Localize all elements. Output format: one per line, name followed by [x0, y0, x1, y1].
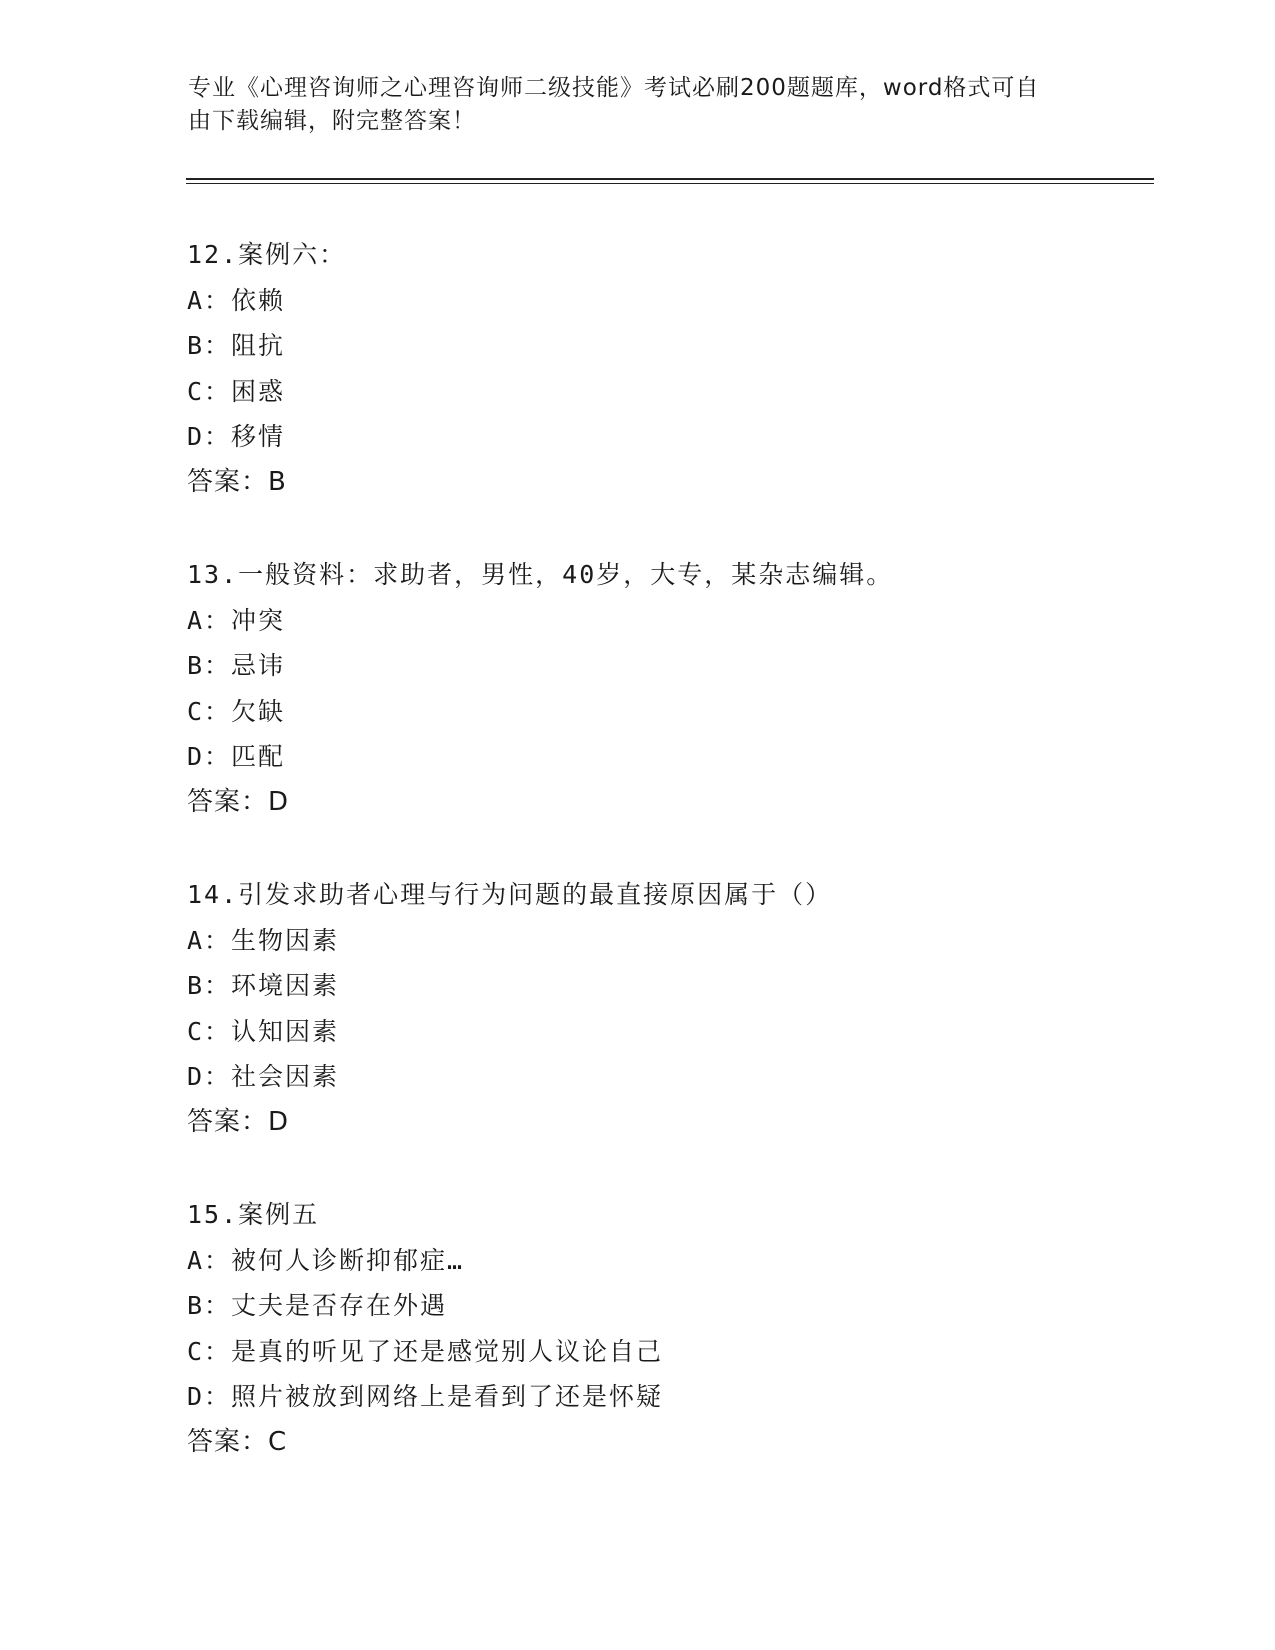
option-b: B：丈夫是否存在外遇 — [187, 1291, 448, 1320]
option-d: D：照片被放到网络上是看到了还是怀疑 — [187, 1382, 664, 1411]
option-d: D：移情 — [187, 422, 286, 451]
option-b: B：阻抗 — [187, 331, 286, 360]
option-d: D：社会因素 — [187, 1062, 340, 1091]
option-b: B：忌讳 — [187, 651, 286, 680]
answer-label: 答案：B — [187, 466, 287, 497]
option-a: A：生物因素 — [187, 925, 340, 955]
header-divider — [186, 178, 1154, 184]
question-12 — [187, 232, 1147, 552]
option-b: B：环境因素 — [187, 971, 340, 1000]
option-a: A：冲突 — [187, 605, 286, 635]
option-a: A：被何人诊断抑郁症… — [187, 1245, 465, 1275]
header-line-1: 专业《心理咨询师之心理咨询师二级技能》考试必刷200题题库，word格式可自 — [188, 75, 1040, 101]
option-c: C：欠缺 — [187, 696, 286, 726]
question-stem: 14.引发求助者心理与行为问题的最直接原因属于（） — [187, 880, 833, 909]
option-d: D：匹配 — [187, 742, 286, 771]
option-c: C：认知因素 — [187, 1016, 340, 1046]
answer-label: 答案：C — [187, 1426, 288, 1457]
option-c: C：是真的听见了还是感觉别人议论自己 — [187, 1336, 664, 1366]
question-15 — [187, 1192, 1147, 1512]
question-13 — [187, 552, 1147, 872]
answer-label: 答案：D — [187, 1106, 290, 1137]
question-stem: 13.一般资料：求助者，男性，40岁，大专，某杂志编辑。 — [187, 560, 894, 589]
question-list — [187, 232, 1147, 1512]
header-line-2: 由下载编辑，附完整答案！ — [188, 108, 476, 134]
option-a: A：依赖 — [187, 285, 286, 315]
question-stem: 12.案例六： — [187, 240, 347, 269]
answer-label: 答案：D — [187, 786, 290, 817]
question-stem: 15.案例五 — [187, 1200, 320, 1229]
option-c: C：困惑 — [187, 376, 286, 406]
question-14 — [187, 872, 1147, 1192]
document-header — [188, 72, 1068, 138]
